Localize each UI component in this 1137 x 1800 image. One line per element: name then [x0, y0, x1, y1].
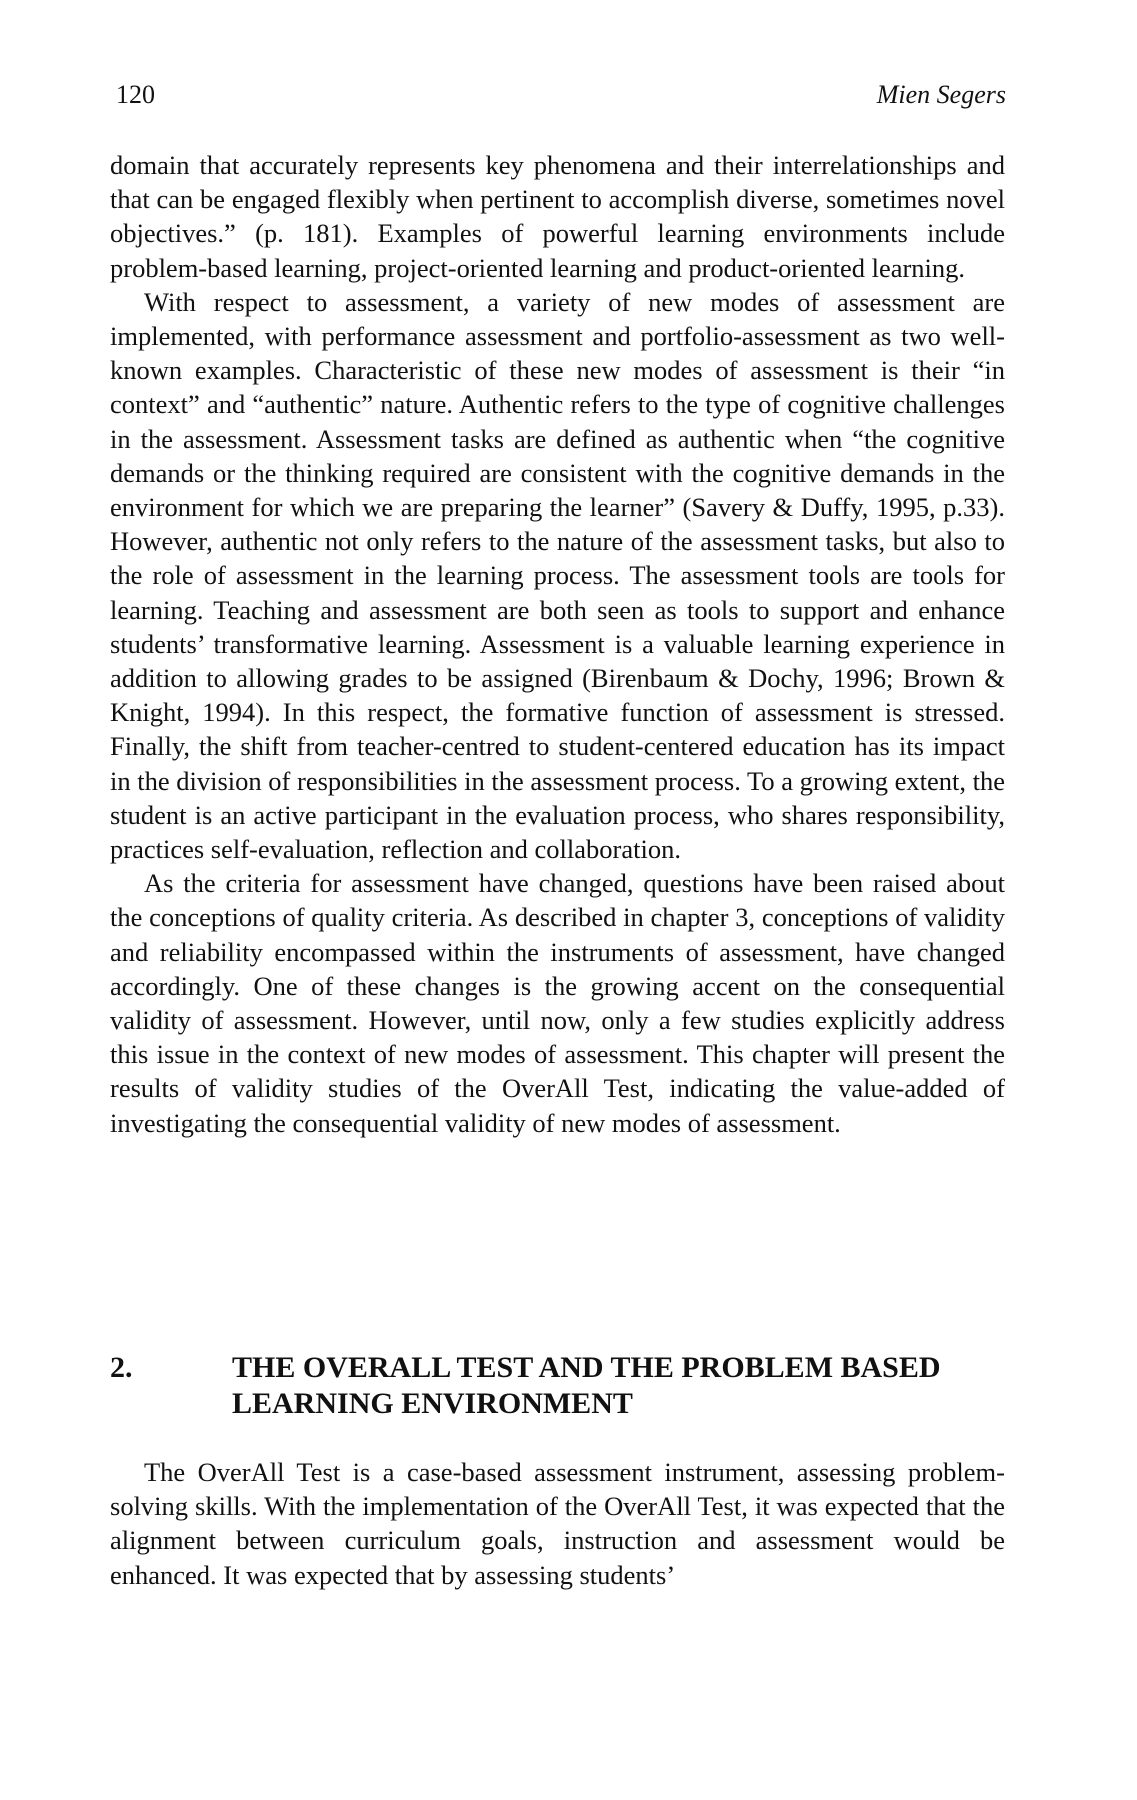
page-header — [116, 80, 1006, 120]
page-number: 120 — [116, 80, 155, 109]
paragraph: domain that accurately represents key phenomena and their interrelationships and that can be engaged flexibly when pertinent to accomplish diverse, sometimes novel objectives.” (p. 181). Examples of powerful learning environments include problem-based learning, project-oriented learning and product-oriented learning. — [110, 150, 1005, 283]
section-title: THE OVERALL TEST AND THE PROBLEM BASED LEARNING ENVIRONMENT — [232, 1351, 941, 1420]
paragraph: The OverAll Test is a case-based assessment instrument, assessing problem-solving skills. With the implementation of the OverAll Test, it was expected that the alignment between curriculum goals, instruction and assessment would be enhanced. It was expected that by assessing students’ — [110, 1457, 1005, 1590]
running-head: Mien Segers — [876, 80, 1006, 109]
body-text-bottom — [110, 1455, 1005, 1592]
body-text-top — [110, 148, 1005, 1140]
section-number: 2. — [110, 1351, 133, 1384]
paragraph: With respect to assessment, a variety of new modes of assessment are implemented, with performance assessment and portfolio-assessment as two well-known examples. Characteristic of these new modes of assessment is their “in context” and “authentic” nature. Authentic refers to the type of cognitive challenges in the assessment. Assessment tasks are defined as authentic when “the cognitive demands or the thinking required are consistent with the cognitive demands in the environment for which we are preparing the learner” (Savery & Duffy, 1995, p.33). However, authentic not only refers to the nature of the assessment tasks, but also to the role of assessment in the learning process. The assessment tools are tools for learning. Teaching and assessment are both seen as tools to support and enhance students’ transformative learning. Assessment is a valuable learning experience in addition to allowing grades to be assigned (Birenbaum & Dochy, 1996; Brown & Knight, 1994). In this respect, the formative function of assessment is stressed. Finally, the shift from teacher-centred to student-centered education has its impact in the division of responsibilities in the assessment process. To a growing extent, the student is an active participant in the evaluation process, who shares responsibility, practices self-evaluation, reflection and collaboration. — [110, 286, 1005, 865]
paragraph: As the criteria for assessment have changed, questions have been raised about the conceptions of quality criteria. As described in chapter 3, conceptions of validity and reliability encompassed within the instruments of assessment, have changed accordingly. One of these changes is the growing accent on the consequential validity of assessment. However, until now, only a few studies explicitly address this issue in the context of new modes of assessment. This chapter will present the results of validity studies of the OverAll Test, indicating the value-added of investigating the consequential validity of new modes of assessment. — [110, 868, 1005, 1138]
